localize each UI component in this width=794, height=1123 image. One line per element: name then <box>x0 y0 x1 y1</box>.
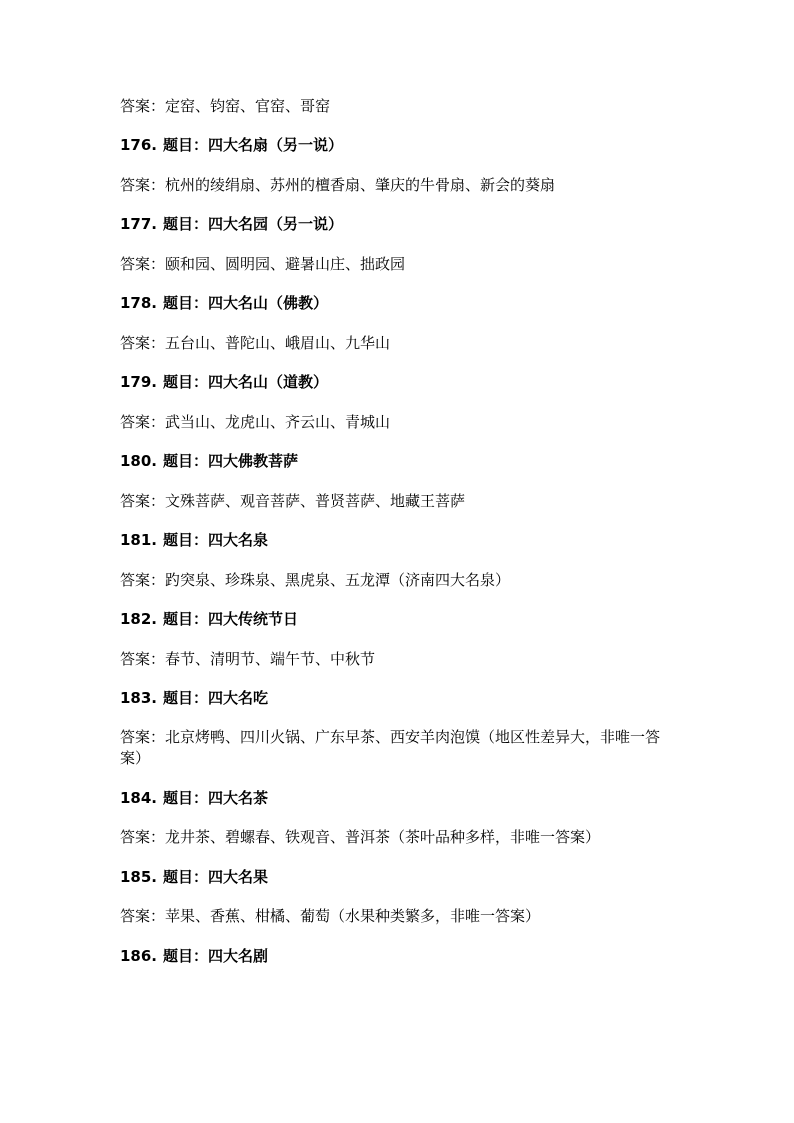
question-line <box>120 214 680 235</box>
question-text: 题目：四大名吃 <box>163 689 269 707</box>
answer-text: 答案：苹果、香蕉、柑橘、葡萄（水果种类繁多，非唯一答案） <box>120 907 541 925</box>
answer-line <box>120 96 680 117</box>
question-line <box>120 788 680 809</box>
answer-line <box>120 175 680 196</box>
question-line <box>120 867 680 888</box>
question-line <box>120 530 680 551</box>
answer-line <box>120 254 680 275</box>
question-number: 177. <box>120 215 158 233</box>
answer-line <box>120 827 680 848</box>
answer-line <box>120 649 680 670</box>
answer-text: 答案：武当山、龙虎山、齐云山、青城山 <box>120 413 391 431</box>
answer-text: 答案：春节、清明节、端午节、中秋节 <box>120 650 376 668</box>
question-text: 题目：四大名茶 <box>163 789 269 807</box>
question-number: 178. <box>120 294 158 312</box>
question-text: 题目：四大名山（佛教） <box>163 294 329 312</box>
question-number: 184. <box>120 789 158 807</box>
question-number: 183. <box>120 689 158 707</box>
answer-text: 答案：龙井茶、碧螺春、铁观音、普洱茶（茶叶品种多样，非唯一答案） <box>120 828 601 846</box>
answer-line <box>120 412 680 433</box>
answer-text: 答案：北京烤鸭、四川火锅、广东早茶、西安羊肉泡馍（地区性差异大，非唯一答案） <box>120 728 661 767</box>
question-line <box>120 688 680 709</box>
question-text: 题目：四大名山（道教） <box>163 373 329 391</box>
question-line <box>120 293 680 314</box>
question-line <box>120 609 680 630</box>
question-line <box>120 451 680 472</box>
question-number: 186. <box>120 947 158 965</box>
answer-line <box>120 333 680 354</box>
question-number: 176. <box>120 136 158 154</box>
question-text: 题目：四大名剧 <box>163 947 269 965</box>
answer-text: 答案：颐和园、圆明园、避暑山庄、拙政园 <box>120 255 406 273</box>
question-text: 题目：四大名扇（另一说） <box>163 136 344 154</box>
question-line <box>120 135 680 156</box>
question-number: 182. <box>120 610 158 628</box>
answer-line <box>120 727 680 769</box>
answer-text: 答案：五台山、普陀山、峨眉山、九华山 <box>120 334 391 352</box>
answer-text: 答案：定窑、钧窑、官窑、哥窑 <box>120 97 331 115</box>
question-line <box>120 372 680 393</box>
question-number: 179. <box>120 373 158 391</box>
answer-line <box>120 906 680 927</box>
question-text: 题目：四大名泉 <box>163 531 269 549</box>
answer-text: 答案：杭州的绫绢扇、苏州的檀香扇、肇庆的牛骨扇、新会的葵扇 <box>120 176 556 194</box>
answer-text: 答案：趵突泉、珍珠泉、黑虎泉、五龙潭（济南四大名泉） <box>120 571 511 589</box>
answer-text: 答案：文殊菩萨、观音菩萨、普贤菩萨、地藏王菩萨 <box>120 492 466 510</box>
question-number: 185. <box>120 868 158 886</box>
question-text: 题目：四大名园（另一说） <box>163 215 344 233</box>
question-text: 题目：四大传统节日 <box>163 610 299 628</box>
question-number: 180. <box>120 452 158 470</box>
question-line <box>120 946 680 967</box>
question-text: 题目：四大佛教菩萨 <box>163 452 299 470</box>
answer-line <box>120 570 680 591</box>
answer-line <box>120 491 680 512</box>
question-text: 题目：四大名果 <box>163 868 269 886</box>
question-number: 181. <box>120 531 158 549</box>
